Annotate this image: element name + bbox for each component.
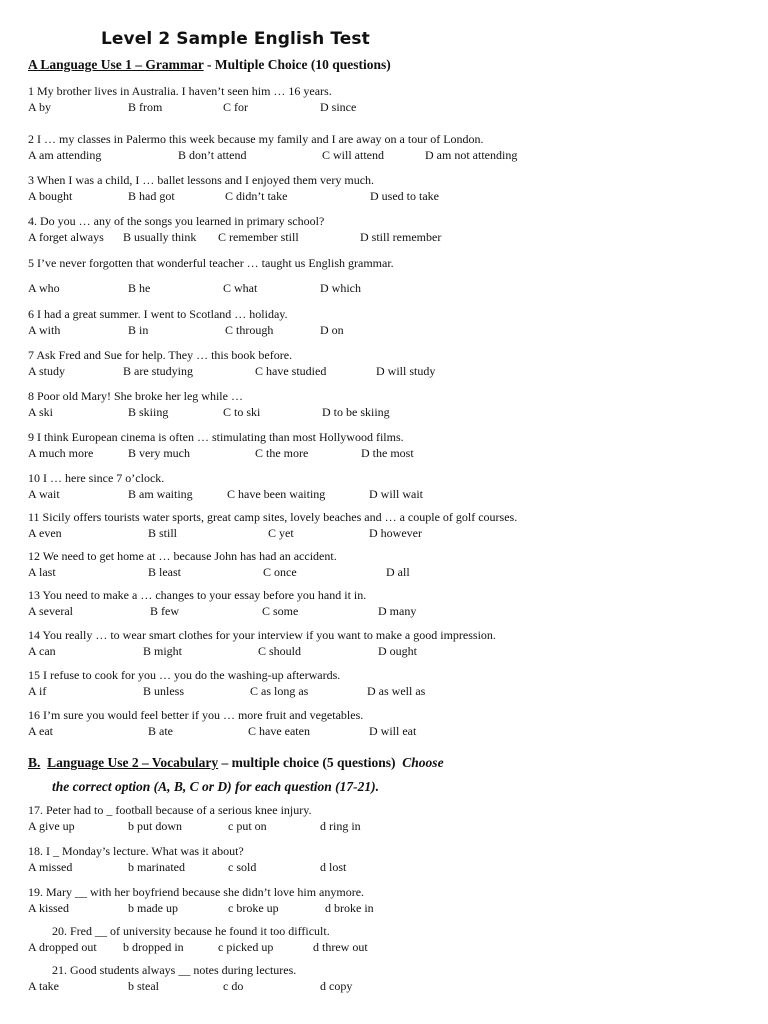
section-a-question-10-option-b: B am waiting — [128, 487, 193, 501]
section-a-question-4-option-a: A forget always — [28, 230, 104, 244]
section-b-question-2-option-d: d lost — [320, 860, 347, 874]
section-b-question-3-option-d: d broke in — [325, 901, 374, 915]
section-a-question-4: 4. Do you … any of the songs you learned in primary school? — [28, 214, 325, 228]
section-a-question-11: 11 Sicily offers tourists water sports, great camp sites, lovely beaches and … a couple of golf courses. — [28, 510, 518, 524]
section-a-question-2-option-d: D am not attending — [425, 148, 518, 162]
section-a-question-5: 5 I’ve never forgotten that wonderful teacher … taught us English grammar. — [28, 256, 394, 270]
section-a-question-2-option-c: C will attend — [322, 148, 384, 162]
section-a-question-8-option-c: C to ski — [223, 405, 261, 419]
section-a-question-14-option-a: A can — [28, 644, 56, 658]
section-a-question-10: 10 I … here since 7 o’clock. — [28, 471, 165, 485]
section-a-question-6-option-d: D on — [320, 323, 344, 337]
section-b-question-2-option-a: A missed — [28, 860, 73, 874]
section-a-question-14-option-c: C should — [258, 644, 302, 658]
section-a-question-14-option-b: B might — [143, 644, 183, 658]
section-a-question-12-option-a: A last — [28, 565, 56, 579]
section-a-question-1-option-c: C for — [223, 100, 248, 114]
section-b-heading — [28, 755, 444, 771]
section-a-question-6-option-b: B in — [128, 323, 149, 337]
section-a-question-8: 8 Poor old Mary! She broke her leg while … — [28, 389, 243, 403]
section-a-question-15-option-c: C as long as — [250, 684, 309, 698]
section-a-question-7-option-c: C have studied — [255, 364, 327, 378]
section-a-question-3-option-c: C didn’t take — [225, 189, 288, 203]
section-a-question-15-option-b: B unless — [143, 684, 185, 698]
section-a-question-10-option-a: A wait — [28, 487, 60, 501]
section-a-question-4-option-b: B usually think — [123, 230, 197, 244]
section-a-question-3-option-b: B had got — [128, 189, 175, 203]
section-b-question-2-option-b: b marinated — [128, 860, 185, 874]
section-b-question-4-option-c: c picked up — [218, 940, 274, 954]
section-a-rest: - Multiple Choice (10 questions) — [203, 57, 391, 72]
section-b-question-3-option-c: c broke up — [228, 901, 279, 915]
section-a-question-12-option-c: C once — [263, 565, 297, 579]
section-b-question-5-option-b: b steal — [128, 979, 159, 993]
section-a-question-16-option-c: C have eaten — [248, 724, 310, 738]
section-a-question-14-option-d: D ought — [378, 644, 417, 658]
section-a-question-8-option-b: B skiing — [128, 405, 169, 419]
section-b-question-3-option-a: A kissed — [28, 901, 70, 915]
section-a-question-4-option-d: D still remember — [360, 230, 442, 244]
section-a-question-9: 9 I think European cinema is often … stimulating than most Hollywood films. — [28, 430, 404, 444]
section-b-question-4: 20. Fred __ of university because he found it too difficult. — [52, 924, 330, 938]
section-a-question-1-option-d: D since — [320, 100, 357, 114]
section-a-question-7: 7 Ask Fred and Sue for help. They … this book before. — [28, 348, 293, 362]
section-b-question-5-option-d: d copy — [320, 979, 353, 993]
section-b-question-3-option-b: b made up — [128, 901, 178, 915]
section-a-question-6-option-c: C through — [225, 323, 274, 337]
section-a-question-5-option-b: B he — [128, 281, 151, 295]
section-b-question-2-option-c: c sold — [228, 860, 257, 874]
section-a-question-12-option-d: D all — [386, 565, 410, 579]
section-a-question-2: 2 I … my classes in Palermo this week because my family and I are away on a tour of London. — [28, 132, 484, 146]
section-b-choose: Choose — [402, 755, 444, 770]
section-b-question-4-option-d: d threw out — [313, 940, 368, 954]
section-b-question-3: 19. Mary __ with her boyfriend because she didn’t love him anymore. — [28, 885, 365, 899]
section-b-prefix: B. — [28, 755, 41, 770]
section-a-question-7-option-b: B are studying — [123, 364, 193, 378]
section-a-question-3-option-d: D used to take — [370, 189, 439, 203]
section-a-question-3: 3 When I was a child, I … ballet lessons and I enjoyed them very much. — [28, 173, 375, 187]
section-a-question-9-option-a: A much more — [28, 446, 94, 460]
section-a-question-9-option-d: D the most — [361, 446, 414, 460]
section-b-question-5: 21. Good students always __ notes during lectures. — [52, 963, 297, 977]
section-a-question-8-option-d: D to be skiing — [322, 405, 390, 419]
section-b-question-1: 17. Peter had to _ football because of a serious knee injury. — [28, 803, 312, 817]
section-a-question-3-option-a: A bought — [28, 189, 73, 203]
section-a-heading — [28, 57, 391, 73]
section-a-question-8-option-a: A ski — [28, 405, 54, 419]
section-b-question-1-option-c: c put on — [228, 819, 267, 833]
section-b-question-1-option-b: b put down — [128, 819, 182, 833]
section-b-question-4-option-b: b dropped in — [123, 940, 184, 954]
section-a-label: A Language Use 1 – Grammar — [28, 57, 204, 72]
section-a-question-7-option-a: A study — [28, 364, 66, 378]
section-b-question-1-option-d: d ring in — [320, 819, 361, 833]
section-a-question-5-option-c: C what — [223, 281, 258, 295]
section-a-question-13-option-a: A several — [28, 604, 73, 618]
section-a-question-2-option-b: B don’t attend — [178, 148, 247, 162]
section-a-question-11-option-c: C yet — [268, 526, 294, 540]
section-a-question-13-option-c: C some — [262, 604, 299, 618]
section-a-question-15: 15 I refuse to cook for you … you do the washing-up afterwards. — [28, 668, 341, 682]
section-a-question-13: 13 You need to make a … changes to your essay before you hand it in. — [28, 588, 367, 602]
section-a-question-12-option-b: B least — [148, 565, 181, 579]
section-a-question-12: 12 We need to get home at … because John has had an accident. — [28, 549, 337, 563]
section-a-question-11-option-d: D however — [369, 526, 422, 540]
section-a-question-5-option-a: A who — [28, 281, 60, 295]
section-a-question-16-option-d: D will eat — [369, 724, 417, 738]
section-a-question-13-option-d: D many — [378, 604, 417, 618]
section-a-question-7-option-d: D will study — [376, 364, 436, 378]
section-b-rest: – multiple choice (5 questions) — [218, 755, 396, 770]
section-b-question-5-option-c: c do — [223, 979, 244, 993]
page-title: Level 2 Sample English Test — [101, 29, 370, 49]
section-a-question-16-option-a: A eat — [28, 724, 53, 738]
section-b-instruction: the correct option (A, B, C or D) for each question (17-21). — [52, 779, 379, 794]
section-a-question-11-option-a: A even — [28, 526, 62, 540]
section-a-question-5-option-d: D which — [320, 281, 361, 295]
section-a-question-11-option-b: B still — [148, 526, 178, 540]
section-b-question-2: 18. I _ Monday’s lecture. What was it about? — [28, 844, 244, 858]
section-a-question-1: 1 My brother lives in Australia. I haven’t seen him … 16 years. — [28, 84, 332, 98]
section-a-question-6: 6 I had a great summer. I went to Scotland … holiday. — [28, 307, 288, 321]
section-a-question-2-option-a: A am attending — [28, 148, 102, 162]
section-a-question-14: 14 You really … to wear smart clothes for your interview if you want to make a good impression. — [28, 628, 496, 642]
section-a-question-15-option-a: A if — [28, 684, 47, 698]
section-b-question-1-option-a: A give up — [28, 819, 75, 833]
section-b-label: Language Use 2 – Vocabulary — [47, 755, 219, 770]
section-a-question-9-option-c: C the more — [255, 446, 309, 460]
section-a-question-9-option-b: B very much — [128, 446, 190, 460]
section-a-question-1-option-a: A by — [28, 100, 52, 114]
section-a-question-16: 16 I’m sure you would feel better if you … more fruit and vegetables. — [28, 708, 364, 722]
section-a-question-6-option-a: A with — [28, 323, 61, 337]
section-b-question-5-option-a: A take — [28, 979, 59, 993]
section-a-question-16-option-b: B ate — [148, 724, 173, 738]
section-a-question-1-option-b: B from — [128, 100, 163, 114]
section-a-question-15-option-d: D as well as — [367, 684, 426, 698]
section-a-question-10-option-c: C have been waiting — [227, 487, 326, 501]
section-b-question-4-option-a: A dropped out — [28, 940, 97, 954]
section-a-question-4-option-c: C remember still — [218, 230, 299, 244]
section-a-question-13-option-b: B few — [150, 604, 179, 618]
section-a-question-10-option-d: D will wait — [369, 487, 423, 501]
